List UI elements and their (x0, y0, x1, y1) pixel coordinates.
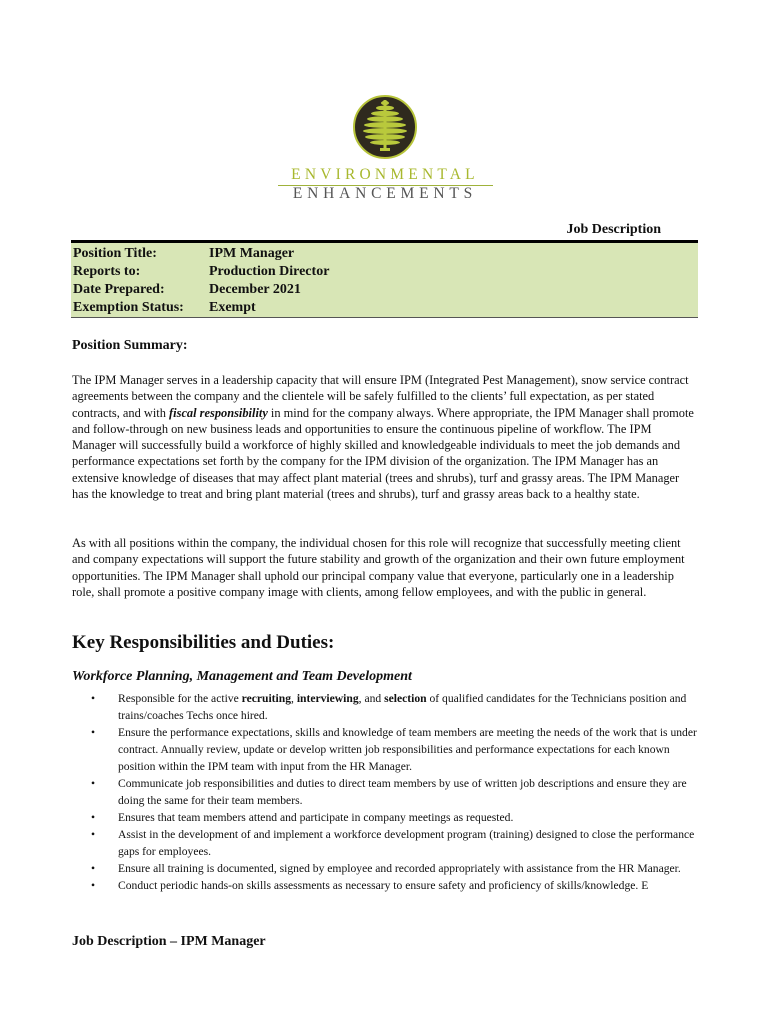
list-item-text: Ensure all training is documented, signed by employee and recorded appropriately with assistance from the HR Manager. (118, 862, 681, 875)
bullet-icon: • (91, 862, 96, 875)
info-label: Position Title: (73, 246, 157, 261)
position-summary-heading: Position Summary: (72, 338, 188, 353)
logo-line-1: ENVIRONMENTAL (291, 166, 479, 183)
list-item (88, 724, 698, 775)
responsibilities-list (88, 690, 698, 894)
info-value: December 2021 (209, 282, 301, 297)
info-label: Date Prepared: (73, 282, 165, 297)
emphasis-text: fiscal responsibility (169, 405, 268, 420)
info-label: Exemption Status: (73, 300, 184, 315)
paragraph-text: The IPM Manager serves in a leadership capacity that will ensure IPM (Integrated Pest Management), snow service contract agreements between the company and the clientele will be safely fulfilled to the clients’ full expectation, as per stated contracts, and with (72, 373, 689, 420)
bullet-icon: • (91, 726, 96, 739)
company-logo (270, 92, 500, 203)
list-item (88, 877, 698, 894)
list-item (88, 860, 698, 877)
info-row-title (71, 245, 698, 263)
bullet-icon: • (91, 879, 96, 892)
list-item-text: Ensure the performance expectations, skills and knowledge of team members are meeting the needs of the work that is under contract. Annually review, update or develop written job responsibilities and performance expectations for each known position within the IPM team with input from the HR Manager. (118, 726, 697, 773)
list-item (88, 690, 698, 724)
emphasis-text: selection (384, 692, 427, 705)
page-footer: Job Description – IPM Manager (72, 934, 266, 949)
summary-paragraph-2: As with all positions within the company, the individual chosen for this role will recognize that successfully meeting client and company expectations will support the future stability and growth of the organization and their own future employment opportunities. The IPM Manager shall uphold our principal company value that everyone, particularly one in a leadership role, shall promote a positive company image with clients, among fellow employees, and with the public in general. (72, 536, 685, 599)
list-item (88, 775, 698, 809)
info-row-reports (71, 263, 698, 281)
paragraph-text: in mind for the company always. Where appropriate, the IPM Manager shall promote and follow-through on new business leads and opportunities to ensure the continuous pipeline of workflow. The IPM Manager will successfully build a workforce of highly skilled and knowledgeable individuals to meet the job demands and performance expectations set forth by the company for the IPM division of the organization. The IPM Manager has an extensive knowledge of diseases that may affect plant material (trees and shrubs), turf and grassy areas. The IPM Manager has the knowledge to treat and bring plant material (trees and shrubs), turf and grassy areas back to a healthy state. (72, 405, 694, 502)
info-value: Production Director (209, 264, 330, 279)
list-item (88, 809, 698, 826)
responsibilities-heading: Key Responsibilities and Duties: (72, 632, 335, 653)
list-item-text: Responsible for the active (118, 692, 242, 705)
list-item-text: , and (358, 692, 385, 705)
list-item-text: Assist in the development of and implement a workforce development program (training) designed to close the performance gaps for employees. (118, 828, 695, 858)
list-item-text: Ensures that team members attend and participate in company meetings as requested. (118, 811, 514, 824)
emphasis-text: interviewing (296, 692, 359, 705)
info-value: Exempt (209, 300, 256, 315)
info-value: IPM Manager (209, 246, 295, 261)
workforce-subheading: Workforce Planning, Management and Team Development (72, 669, 412, 684)
list-item-text: of qualified candidates for the Technicians position and trains/coaches Techs once hired. (118, 692, 687, 722)
emphasis-text: recruiting (241, 692, 292, 705)
info-label: Reports to: (73, 264, 141, 279)
list-item-text: Conduct periodic hands-on skills assessments as necessary to ensure safety and proficiency of skills/knowledge. E (118, 879, 649, 892)
document-type-label: Job Description (566, 222, 661, 237)
summary-paragraph-1 (72, 372, 694, 502)
tree-in-circle-icon (350, 92, 420, 162)
list-item-text: , (291, 692, 297, 705)
list-item-text: Communicate job responsibilities and duties to direct team members by use of written job descriptions and ensure they are doing the same for their team members. (118, 777, 687, 807)
list-item (88, 826, 698, 860)
logo-line-2: ENHANCEMENTS (292, 185, 478, 202)
position-info-box (71, 240, 698, 318)
bullet-icon: • (91, 777, 96, 790)
info-row-date (71, 281, 698, 299)
bullet-icon: • (91, 692, 96, 705)
bullet-icon: • (91, 811, 96, 824)
info-row-exemption (71, 299, 698, 317)
bullet-icon: • (91, 828, 96, 841)
